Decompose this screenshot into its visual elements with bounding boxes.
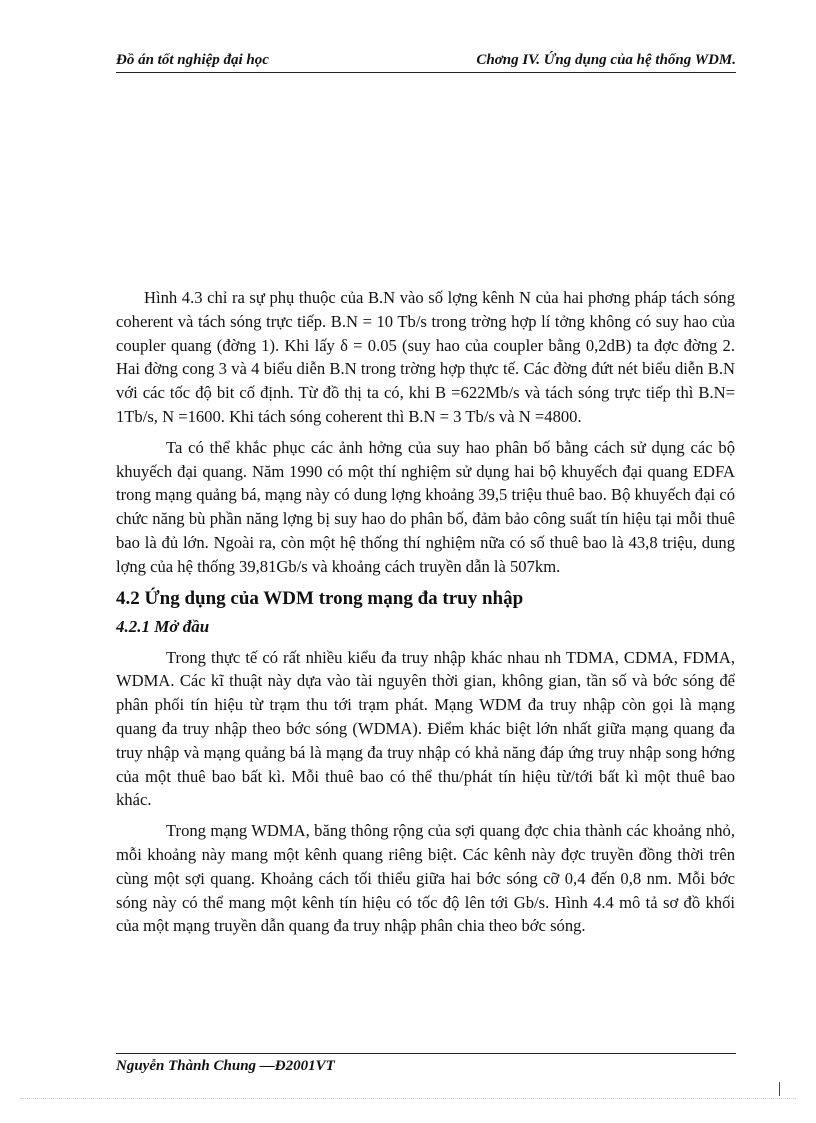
- paragraph-multiple-access: Trong thực tế có rất nhiều kiểu đa truy nhập khác nhau nh TDMA, CDMA, FDMA, WDMA. Các kĩ thuật này dựa vào tài nguyên thời gian, không gian, tần số và bớc sóng để phân phối tín hiệu từ trạm thu tới trạm phát. Mạng WDM đa truy nhập còn gọi là mạng quang đa truy nhập theo bớc sóng (WDMA). Điểm khác biệt lớn nhất giữa mạng quang đa truy nhập và mạng quảng bá là mạng đa truy nhập có khả năng đáp ứng truy nhập song hớng của một thuê bao bất kì. Mỗi thuê bao có thể thu/phát tín hiệu từ/tới bất kì một thuê bao khác.: [116, 647, 735, 810]
- header-document-title: Đồ án tốt nghiệp đại học: [116, 52, 269, 68]
- paragraph-amplifier: Ta có thể khắc phục các ảnh hởng của suy hao phân bố bằng cách sử dụng các bộ khuyếch đại quang. Năm 1990 có một thí nghiệm sử dụng hai bộ khuyếch đại quang EDFA trong mạng quảng bá, mạng này có dung lợng khoảng 39,5 triệu thuê bao. Bộ khuyếch đại có chức năng bù phần năng lợng bị suy hao do phân bố, đảm bảo công suất tín hiệu tại mỗi thuê bao là đủ lớn. Ngoài ra, còn một hệ thống thí nghiệm nữa có số thuê bao là 43,8 triệu, dung lợng của hệ thống 39,81Gb/s và khoảng cách truyền dẫn là 507km.: [116, 437, 735, 576]
- page-marker: [779, 1082, 780, 1096]
- header-chapter-title: Chơng IV. Ứng dụng của hệ thống WDM.: [476, 52, 736, 68]
- paragraph-figure-4-3: Hình 4.3 chỉ ra sự phụ thuộc của B.N vào số lợng kênh N của hai phơng pháp tách sóng coherent và tách sóng trực tiếp. B.N = 10 Tb/s trong trờng hợp lí tởng không có suy hao của coupler quang (đờng 1). Khi lấy δ = 0.05 (suy hao của coupler bằng 0,2dB) ta đợc đờng 2. Hai đờng cong 3 và 4 biểu diễn B.N trong trờng hợp thực tế. Các đờng đứt nét biểu diễn B.N với các tốc độ bit cố định. Từ đồ thị ta có, khi B =622Mb/s và tách sóng trực tiếp thì B.N= 1Tb/s, N =1600. Khi tách sóng coherent thì B.N = 3 Tb/s và N =4800.: [116, 288, 735, 426]
- document-body: [116, 286, 735, 945]
- section-heading-4-2: 4.2 Ứng dụng của WDM trong mạng đa truy nhập: [116, 587, 524, 609]
- page-bottom-divider: [20, 1098, 796, 1099]
- paragraph-wdma: Trong mạng WDMA, băng thông rộng của sợi quang đợc chia thành các khoảng nhỏ, mỗi khoảng này mang một kênh quang riêng biệt. Các kênh này đợc truyền đồng thời trên cùng một sợi quang. Khoảng cách tối thiểu giữa hai bớc sóng cỡ 0,4 đến 0,8 nm. Mỗi bớc sóng này có thể mang một kênh tín hiệu có tốc độ lên tới Gb/s. Hình 4.4 mô tả sơ đồ khối của một mạng truyền dẫn quang đa truy nhập phân chia theo bớc sóng.: [116, 821, 735, 936]
- page-footer: [116, 1053, 736, 1075]
- page-header: [116, 50, 736, 73]
- footer-author: Nguyễn Thành Chung —Đ2001VT: [116, 1058, 335, 1074]
- subsection-heading-4-2-1: 4.2.1 Mở đầu: [116, 616, 210, 636]
